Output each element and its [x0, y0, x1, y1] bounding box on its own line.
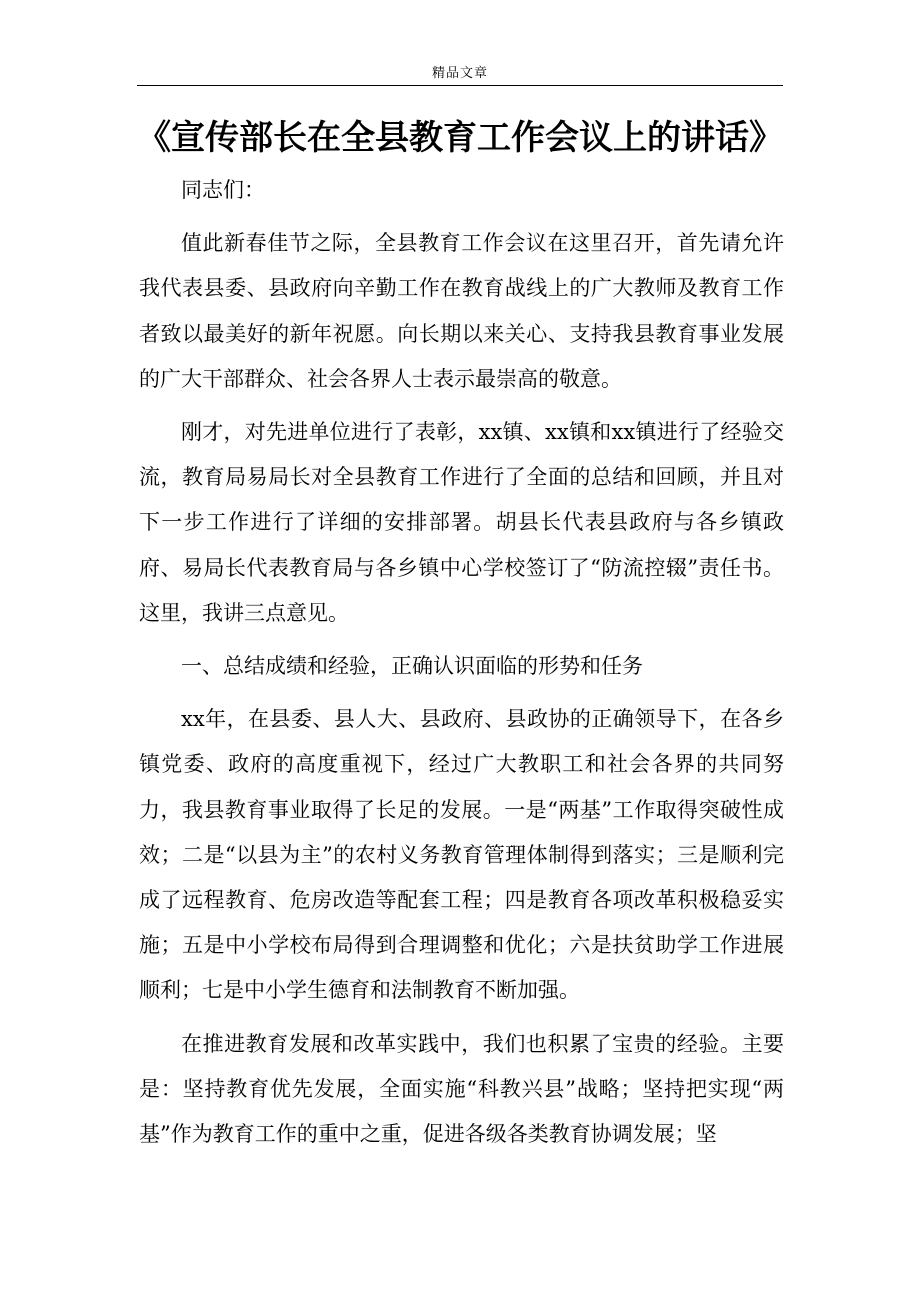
paragraph-3: xx年，在县委、县人大、县政府、县政协的正确领导下，在各乡镇党委、政府的高度重视下，经过广大教职工和社会各界的共同努力，我县教育事业取得了长足的发展。一是“两基”工作取得突破性成效；二是“以县为主”的农村义务教育管理体制得到落实；三是顺利完成了远程教育、危房改造等配套工程；四是教育各项改革积极稳妥实施；五是中小学校布局得到合理调整和优化；六是扶贫助学工作进展顺利；七是中小学生德育和法制教育不断加强。	[139, 707, 784, 1003]
paragraph-4: 在推进教育发展和改革实践中，我们也积累了宝贵的经验。主要是：坚持教育优先发展，全面实施“科教兴县”战略；坚持把实现“两基”作为教育工作的重中之重，促进各级各类教育协调发展；坚	[139, 1031, 784, 1147]
header-divider	[137, 85, 783, 86]
page-header-label: 精品文章	[431, 66, 488, 81]
paragraph-2: 刚才，对先进单位进行了表彰，xx镇、xx镇和xx镇进行了经验交流，教育局易局长对全县教育工作进行了全面的总结和回顾，并且对下一步工作进行了详细的安排部署。胡县长代表县政府与各乡镇政府、易局长代表教育局与各乡镇中心学校签订了“防流控辍”责任书。这里，我讲三点意见。	[139, 420, 784, 625]
greeting: 同志们：	[181, 178, 265, 202]
section-heading-1: 一、总结成绩和经验，正确认识面临的形势和任务	[181, 654, 643, 679]
document-body	[139, 168, 784, 1165]
document-title: 《宣传部长在全县教育工作会议上的讲话》	[137, 118, 783, 158]
paragraph-1: 值此新春佳节之际，全县教育工作会议在这里召开，首先请允许我代表县委、县政府向辛勤工作在教育战线上的广大教师及教育工作者致以最美好的新年祝愿。向长期以来关心、支持我县教育事业发展的广大干部群众、社会各界人士表示最崇高的敬意。	[139, 231, 784, 391]
